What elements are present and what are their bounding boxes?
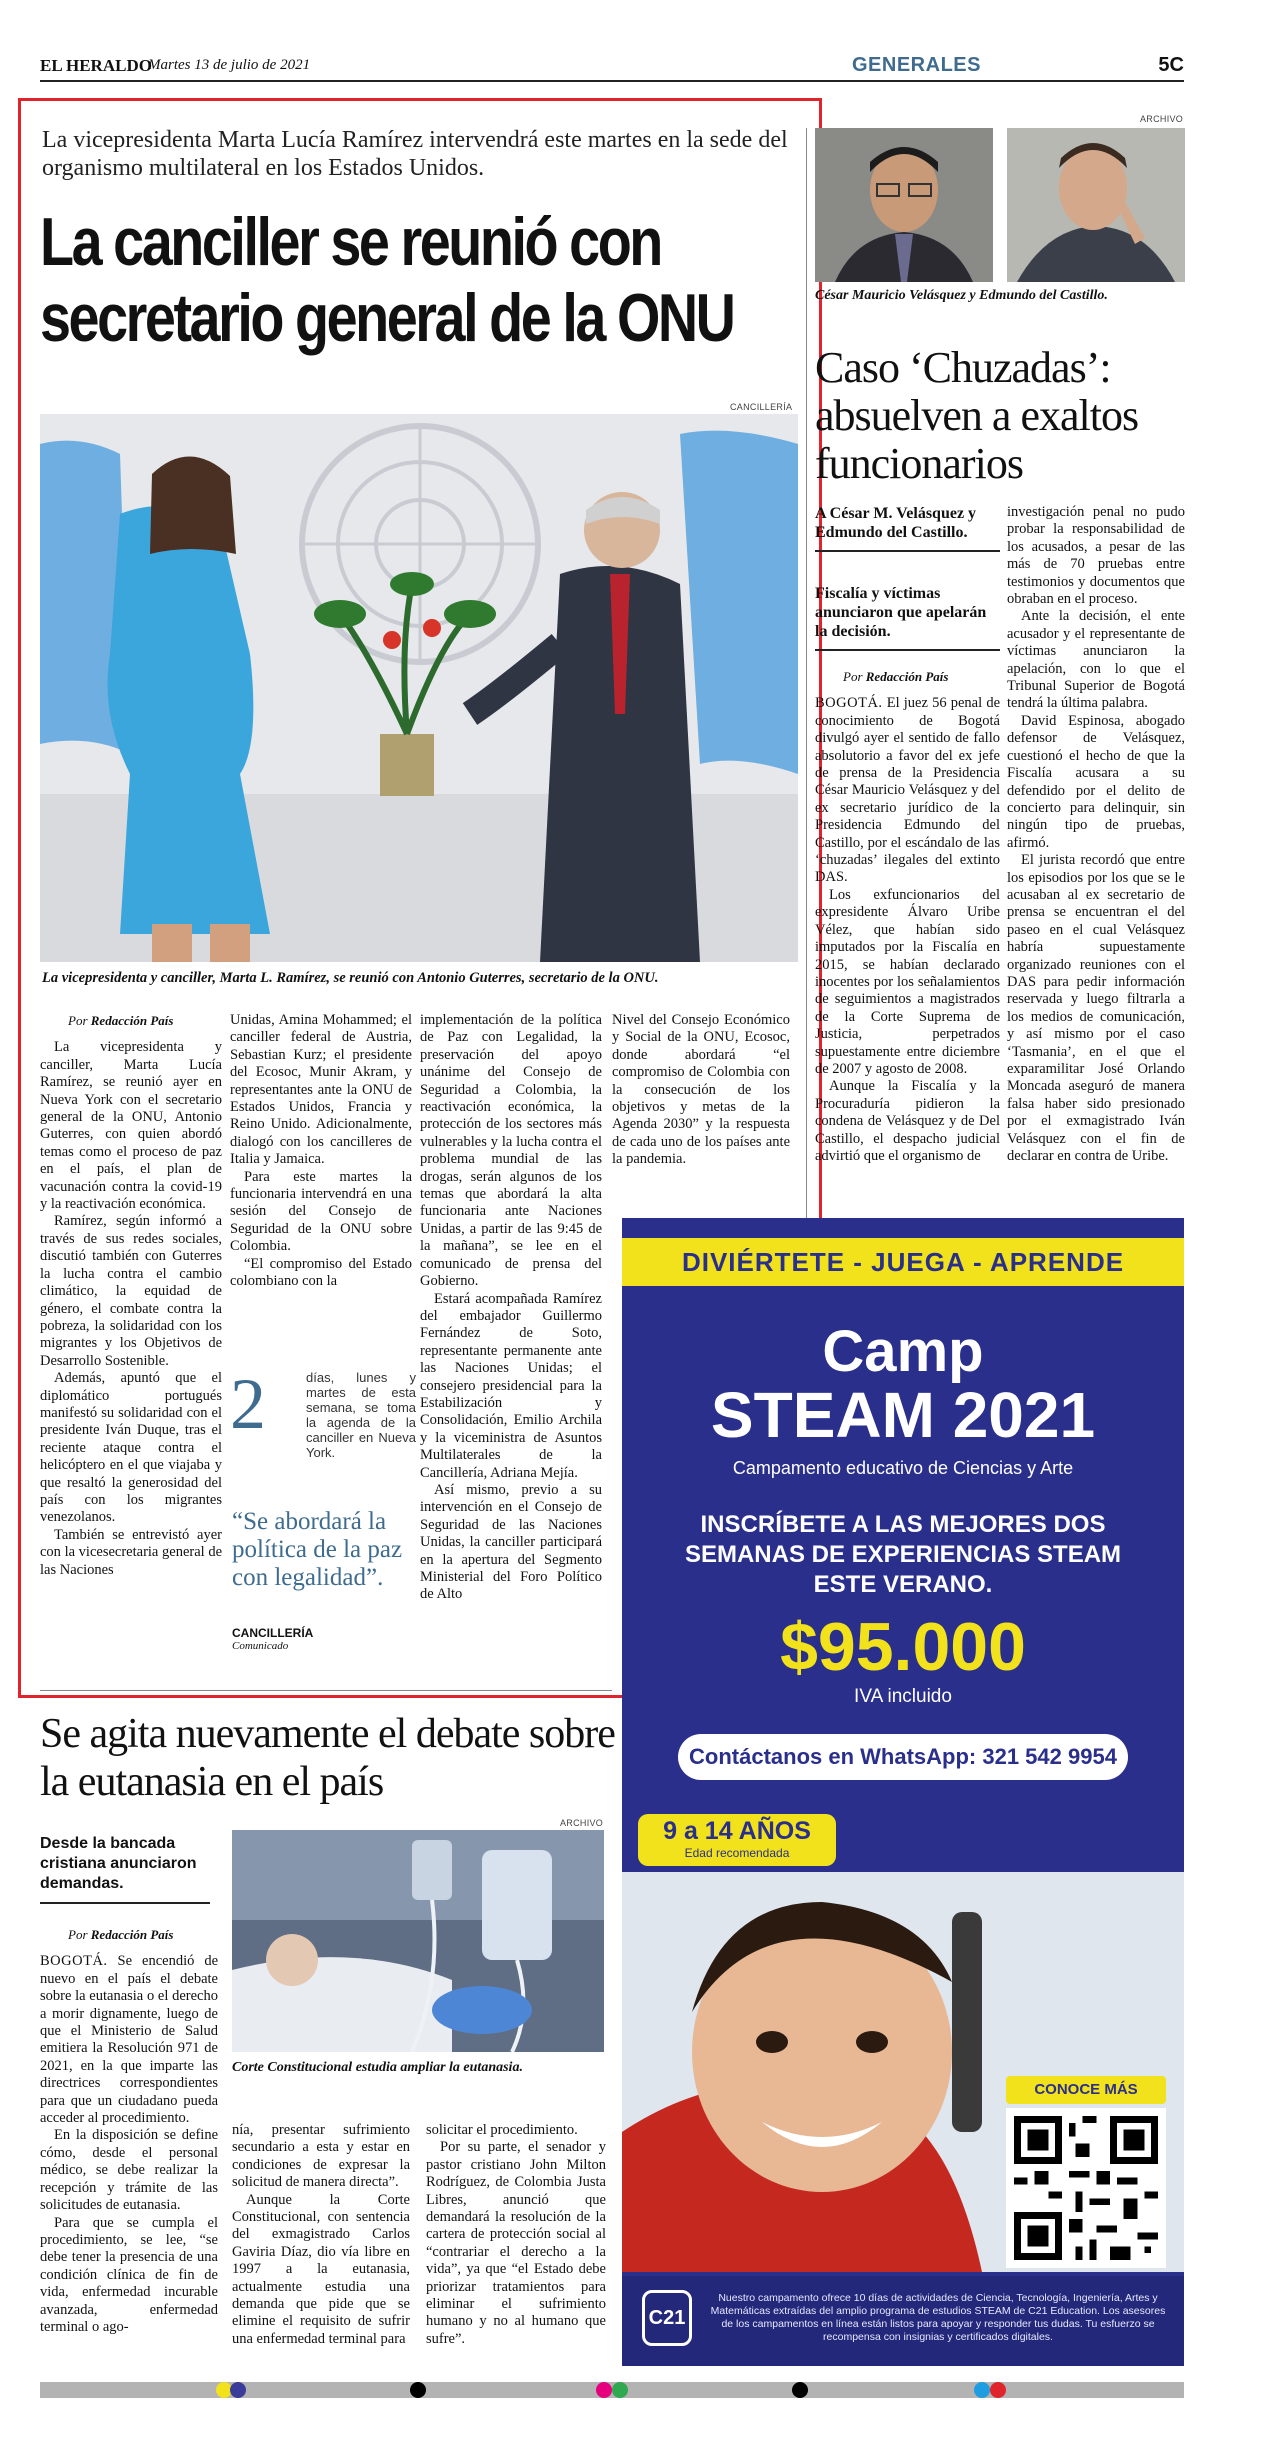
- bottom-paragraph: Aunque la Corte Constitucional, con sentencia del exmagistrado Carlos Gaviria Díaz, dio vía libre en 1997 a la eutanasia, actualmente estudia una demanda que pide que se elimine el requisito de sufrir una enfermedad terminal para: [232, 2191, 410, 2347]
- ad-age-badge: [638, 1814, 836, 1866]
- main-paragraph: Estará acompañada Ramírez del embajador Guillermo Fernández de Soto, representante permanente ante las Naciones Unidas; el consejero presidencial para la Estabilización y Consolidación, Emilio Archila y la viceministra de Asuntos Multilaterales de la Cancillería, Adriana Mejía.: [420, 1290, 602, 1481]
- side-photo-caption: César Mauricio Velásquez y Edmundo del Castillo.: [815, 288, 1108, 303]
- main-col-3: [420, 1012, 602, 1604]
- newspaper-name: EL HERALDO: [40, 56, 152, 75]
- registration-dot: [990, 2382, 1006, 2398]
- side-paragraph: investigación penal no pudo probar la responsabilidad de los acusados, a pesar de las más de 70 pruebas entre testimonios y documentos que obraban en el proceso.: [1007, 504, 1185, 608]
- main-paragraph: También se entrevistó ayer con la vicesecretaria general de las Naciones: [40, 1526, 222, 1578]
- ad-age: 9 a 14 AÑOS: [663, 1817, 811, 1845]
- main-photo-caption: La vicepresidenta y canciller, Marta L. Ramírez, se reunió con Antonio Guterres, secretario de la ONU.: [42, 970, 659, 986]
- main-col-4: [612, 1012, 790, 1169]
- qr-code[interactable]: [1006, 2108, 1166, 2268]
- side-deck-1: A César M. Velásquez y Edmundo del Castillo.: [815, 504, 1000, 552]
- main-col-2: [230, 1012, 412, 1291]
- bottom-paragraph: nía, presentar sufrimiento secundario a esta y estar en condiciones de expresar la solicitud de manera directa”.: [232, 2122, 410, 2191]
- main-paragraph: implementación de la política de Paz con Legalidad, la preservación del apoyo unánime del Consejo de Seguridad a Colombia, la reactivación económica, la protección de los sectores más vulnerables y la lucha contra el problema mundial de las drogas, serán algunos de los temas que abordará la alta funcionaria ante Naciones Unidas, a partir de las 9:45 de la mañana”, se lee en el comunicado de prensa del Gobierno.: [420, 1012, 602, 1290]
- main-paragraph: La vicepresidenta y canciller, Marta Lucía Ramírez, se reunió ayer en Nueva York con el secretario general de la ONU, Antonio Guterres, con quien abordó temas como el proceso de paz en el país, el plan de vacunación contra la covid-19 y la reactivación económica.: [40, 1039, 222, 1213]
- section-name: GENERALES: [852, 54, 981, 76]
- bottom-byline: Por Redacción País: [68, 1927, 174, 1942]
- side-paragraph: BOGOTÁ. El juez 56 penal de conocimiento de Bogotá divulgó ayer el sentido de fallo absolutorio a favor del ex jefe de prensa de la Presidencia César Mauricio Velásquez y del ex secretario jurídico de la Presidencia Edmundo del Castillo, por el escándalo de las ‘chuzadas’ ilegales del extinto DAS.: [815, 695, 1001, 886]
- main-paragraph: Para este martes la funcionaria intervendrá en una sesión del Consejo de Seguridad de la ONU sobre Colombia.: [230, 1168, 412, 1255]
- registration-dot: [612, 2382, 628, 2398]
- side-paragraph: El jurista recordó que entre los episodios por los que se le acusaban al ex secretario de prensa se encuentran el del paseo en el cual Velásquez habría supuestamente organizado reuniones con el DAS para pedir información reservada y luego filtrarla a los medios de comunicación, y así mismo por el caso ‘Tasmania’, en el que el exparamilitar José Orlando Moncada aseguró de manera falsa haber sido presionado por el exmagistrado Iván Velásquez con el fin de declarar en contra de Uribe.: [1007, 852, 1185, 1165]
- bottom-paragraph: BOGOTÁ. Se encendió de nuevo en el país el debate sobre la eutanasia o el derecho a morir dignamente, luego de que el Ministerio de Salud emitiera la Resolución 971 de 2021, en la que imparte las directrices correspondientes para que un ciudadano pueda acceder al procedimiento.: [40, 1953, 219, 2127]
- steam-camp-ad[interactable]: [622, 1218, 1184, 2366]
- main-kicker: La vicepresidenta Marta Lucía Ramírez intervendrá este martes en la sede del organismo multilateral en los Estados Unidos.: [42, 127, 788, 181]
- ad-price-note: IVA incluido: [854, 1686, 952, 1707]
- ad-whatsapp-button[interactable]: Contáctanos en WhatsApp: 321 542 9954: [678, 1734, 1128, 1780]
- registration-dot: [792, 2382, 808, 2398]
- side-photo-credit: ARCHIVO: [1140, 114, 1184, 124]
- main-paragraph: “El compromiso del Estado colombiano con la: [230, 1255, 412, 1290]
- main-headline-line2: secretario general de la ONU: [40, 280, 734, 356]
- main-paragraph: Unidas, Amina Mohammed; el canciller federal de Austria, Sebastian Kurz; el presidente del Ecosoc, Munir Akram, y representantes ante la ONU de Estados Unidos, Francia y Reino Unido. Adicionalmente, dialogó con los cancilleres de Italia y Jamaica.: [230, 1012, 412, 1168]
- ad-call-to-action: INSCRÍBETE A LAS MEJORES DOS SEMANAS DE EXPERIENCIAS STEAM ESTE VERANO.: [684, 1511, 1122, 1598]
- velasquez-photo: [815, 128, 993, 282]
- del-castillo-portrait: [1007, 128, 1185, 282]
- page-number: 5C: [1158, 54, 1184, 76]
- bottom-col-2: [232, 2122, 410, 2348]
- main-paragraph: Así mismo, previo a su intervención en el Consejo de Seguridad de las Naciones Unidas, la canciller participará en la apertura del Segmento Ministerial del Foro Político de Alto: [420, 1481, 602, 1603]
- ad-footer: [622, 2276, 1184, 2366]
- ad-qr-label: CONOCE MÁS: [1006, 2076, 1166, 2104]
- ramirez-guterres-photo: [40, 414, 798, 962]
- bottom-paragraph: Por su parte, el senador y pastor cristiano John Milton Rodríguez, de Colombia Justa Libres, anunció que demandará la resolución de la cartera de protección social al “contrariar el derecho a la vida”, ya que “el Estado debe priorizar tratamientos para eliminar el sufrimiento humano y no al humano que sufre”.: [426, 2139, 606, 2347]
- side-col-1: [815, 668, 1000, 1165]
- main-photo: [40, 414, 798, 962]
- bottom-photo: [232, 1830, 604, 2052]
- c21-logo: C21: [642, 2290, 692, 2346]
- ad-footer-text: Nuestro campamento ofrece 10 días de actividades de Ciencia, Tecnología, Ingeniería, Artes y Matemáticas extraídas del amplio programa de estudios STEAM de C21 Education. Los asesores de los campamentos en línea están listos para apoyar y responder tus dudas. Tu esfuerzo se recompensa con insignias y certificados digitales.: [710, 2292, 1166, 2343]
- main-photo-credit: CANCILLERÍA: [730, 402, 793, 412]
- bottom-col-1: [40, 1926, 218, 2336]
- qr-code-icon: [1014, 2116, 1158, 2260]
- side-deck-2: Fiscalía y víctimas anunciaron que apelarán la decisión.: [815, 584, 1000, 651]
- ad-subtitle: Campamento educativo de Ciencias y Arte: [732, 1458, 1074, 1478]
- ad-banner: DIVIÉRTETE - JUEGA - APRENDE: [622, 1238, 1184, 1286]
- main-paragraph: Además, apuntó que el diplomático portugués manifestó su solidaridad con el presidente Iván Duque, tras el reciente ataque contra el helicóptero en el que viajaba y que resaltó la generosidad del país con los migrantes venezolanos.: [40, 1370, 222, 1526]
- fact-number: 2: [230, 1364, 266, 1444]
- edition-date: Martes 13 de julio de 2021: [148, 57, 311, 73]
- main-paragraph: Nivel del Consejo Económico y Social de la ONU, Ecosoc, donde abordará “el compromiso de Colombia con la consecución de los objetivos y metas de la Agenda 2030” y la respuesta de cada uno de los países ante la pandemia.: [612, 1012, 790, 1168]
- bottom-photo-caption: Corte Constitucional estudia ampliar la eutanasia.: [232, 2060, 523, 2075]
- bottom-paragraph: En la disposición se define cómo, desde el personal médico, se debe realizar la recepción y trámite de las solicitudes de eutanasia.: [40, 2127, 218, 2214]
- ad-age-note: Edad recomendada: [684, 1846, 790, 1860]
- ad-price: $95.000: [780, 1609, 1026, 1685]
- side-byline: Por Redacción País: [843, 669, 949, 684]
- hospital-iv-photo: [232, 1830, 604, 2052]
- main-headline-line1: La canciller se reunió con: [40, 204, 661, 280]
- side-paragraph: Los exfuncionarios del expresidente Álvaro Uribe Vélez, que habían sido imputados por la Fiscalía en 2015, se habían declarado inocentes por los señalamientos de seguimientos a magistrados de la Corte Suprema de Justicia, perpetrados supuestamente entre diciembre de 2007 y agosto de 2008.: [815, 886, 1000, 1077]
- registration-dot: [230, 2382, 246, 2398]
- pull-quote-source: CANCILLERÍA: [232, 1626, 314, 1640]
- main-headline: [40, 204, 734, 356]
- fact-text: días, lunes y martes de esta semana, se toma la agenda de la canciller en Nueva York.: [306, 1370, 416, 1460]
- side-paragraph: David Espinosa, abogado defensor de Velásquez, cuestionó el hecho de que la Fiscalía acusara a su defendido por el delito de concierto para delinquir, sin ningún tipo de pruebas, afirmó.: [1007, 712, 1185, 851]
- masthead: [40, 52, 1184, 82]
- bottom-paragraph: solicitar el procedimiento.: [426, 2122, 578, 2138]
- main-paragraph: Ramírez, según informó a través de sus redes sociales, discutió también con Guterres la lucha contra el cambio climático, la equidad de género, el combate contra la pobreza, la solidaridad con los migrantes y los Objetivos de Desarrollo Sostenible.: [40, 1213, 222, 1369]
- bottom-headline: Se agita nuevamente el debate sobre la eutanasia en el país: [40, 1711, 615, 1805]
- section-rule: [40, 1690, 612, 1691]
- pull-quote: “Se abordará la política de la paz con legalidad”.: [232, 1508, 403, 1591]
- bottom-paragraph: Para que se cumpla el procedimiento, se lee, “se debe tener la presencia de una condición clínica de fin de vida, enfermedad incurable avanzada, enfermedad terminal o ago-: [40, 2214, 218, 2335]
- main-col-1: [40, 1012, 222, 1579]
- main-byline: Por Redacción País: [68, 1013, 174, 1028]
- registration-dot: [974, 2382, 990, 2398]
- registration-bar: [40, 2382, 1184, 2398]
- bottom-col-3: [426, 2122, 606, 2348]
- del-castillo-photo: [1007, 128, 1185, 282]
- ad-title-camp: Camp: [822, 1319, 984, 1384]
- velasquez-portrait: [815, 128, 993, 282]
- side-paragraph: Ante la decisión, el ente acusador y el representante de víctimas anunciaron la apelación, con lo que el Tribunal Superior de Bogotá tendrá la última palabra.: [1007, 608, 1185, 712]
- registration-dot: [596, 2382, 612, 2398]
- bottom-deck: Desde la bancada cristiana anunciaron demandas.: [40, 1834, 210, 1904]
- side-paragraph: Aunque la Fiscalía y la Procuraduría pidieron la condena de Velásquez y de Del Castillo, el despacho judicial advirtió que el organismo de: [815, 1078, 1000, 1164]
- ad-title-steam: STEAM 2021: [710, 1379, 1096, 1451]
- side-col-2: [1007, 504, 1185, 1165]
- bottom-photo-credit: ARCHIVO: [560, 1818, 604, 1828]
- registration-dot: [410, 2382, 426, 2398]
- side-headline: Caso ‘Chuzadas’: absuelven a exaltos funcionarios: [815, 343, 1139, 488]
- pull-quote-role: Comunicado: [232, 1640, 289, 1652]
